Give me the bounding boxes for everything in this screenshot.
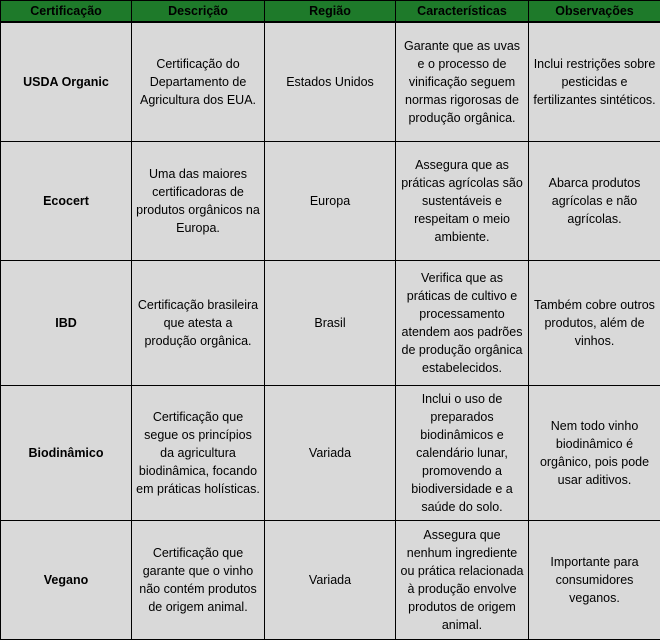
header-certificacao: Certificação — [1, 1, 132, 23]
cell-observacoes: Importante para consumidores veganos. — [529, 521, 660, 640]
table-row — [1, 386, 660, 521]
header-row — [1, 1, 660, 23]
table-row — [1, 22, 660, 142]
cell-descricao: Certificação brasileira que atesta a produção orgânica. — [132, 261, 265, 386]
cell-descricao: Certificação que garante que o vinho não contém produtos de origem animal. — [132, 521, 265, 640]
cell-descricao: Uma das maiores certificadoras de produtos orgânicos na Europa. — [132, 142, 265, 261]
cell-descricao: Certificação do Departamento de Agricultura dos EUA. — [132, 22, 265, 142]
header-observacoes: Observações — [529, 1, 660, 23]
cell-certificacao: IBD — [1, 261, 132, 386]
cell-regiao: Estados Unidos — [265, 22, 396, 142]
cell-regiao: Brasil — [265, 261, 396, 386]
cell-regiao: Variada — [265, 386, 396, 521]
header-descricao: Descrição — [132, 1, 265, 23]
cell-certificacao: Biodinâmico — [1, 386, 132, 521]
cell-observacoes: Também cobre outros produtos, além de vinhos. — [529, 261, 660, 386]
cell-caracteristicas: Inclui o uso de preparados biodinâmicos e calendário lunar, promovendo a biodiversidade e a saúde do solo. — [396, 386, 529, 521]
table-row — [1, 142, 660, 261]
header-caracteristicas: Características — [396, 1, 529, 23]
table-row — [1, 521, 660, 640]
cell-regiao: Europa — [265, 142, 396, 261]
table-row — [1, 261, 660, 386]
header-regiao: Região — [265, 1, 396, 23]
cell-caracteristicas: Assegura que nenhum ingrediente ou prática relacionada à produção envolve produtos de origem animal. — [396, 521, 529, 640]
cell-certificacao: Vegano — [1, 521, 132, 640]
cell-regiao: Variada — [265, 521, 396, 640]
cell-caracteristicas: Verifica que as práticas de cultivo e processamento atendem aos padrões de produção orgânica estabelecidos. — [396, 261, 529, 386]
cell-caracteristicas: Assegura que as práticas agrícolas são sustentáveis e respeitam o meio ambiente. — [396, 142, 529, 261]
cell-observacoes: Nem todo vinho biodinâmico é orgânico, pois pode usar aditivos. — [529, 386, 660, 521]
cell-certificacao: USDA Organic — [1, 22, 132, 142]
cell-certificacao: Ecocert — [1, 142, 132, 261]
cell-caracteristicas: Garante que as uvas e o processo de vinificação seguem normas rigorosas de produção orgânica. — [396, 22, 529, 142]
cell-observacoes: Abarca produtos agrícolas e não agrícolas. — [529, 142, 660, 261]
cell-descricao: Certificação que segue os princípios da agricultura biodinâmica, focando em práticas holísticas. — [132, 386, 265, 521]
cell-observacoes: Inclui restrições sobre pesticidas e fertilizantes sintéticos. — [529, 22, 660, 142]
